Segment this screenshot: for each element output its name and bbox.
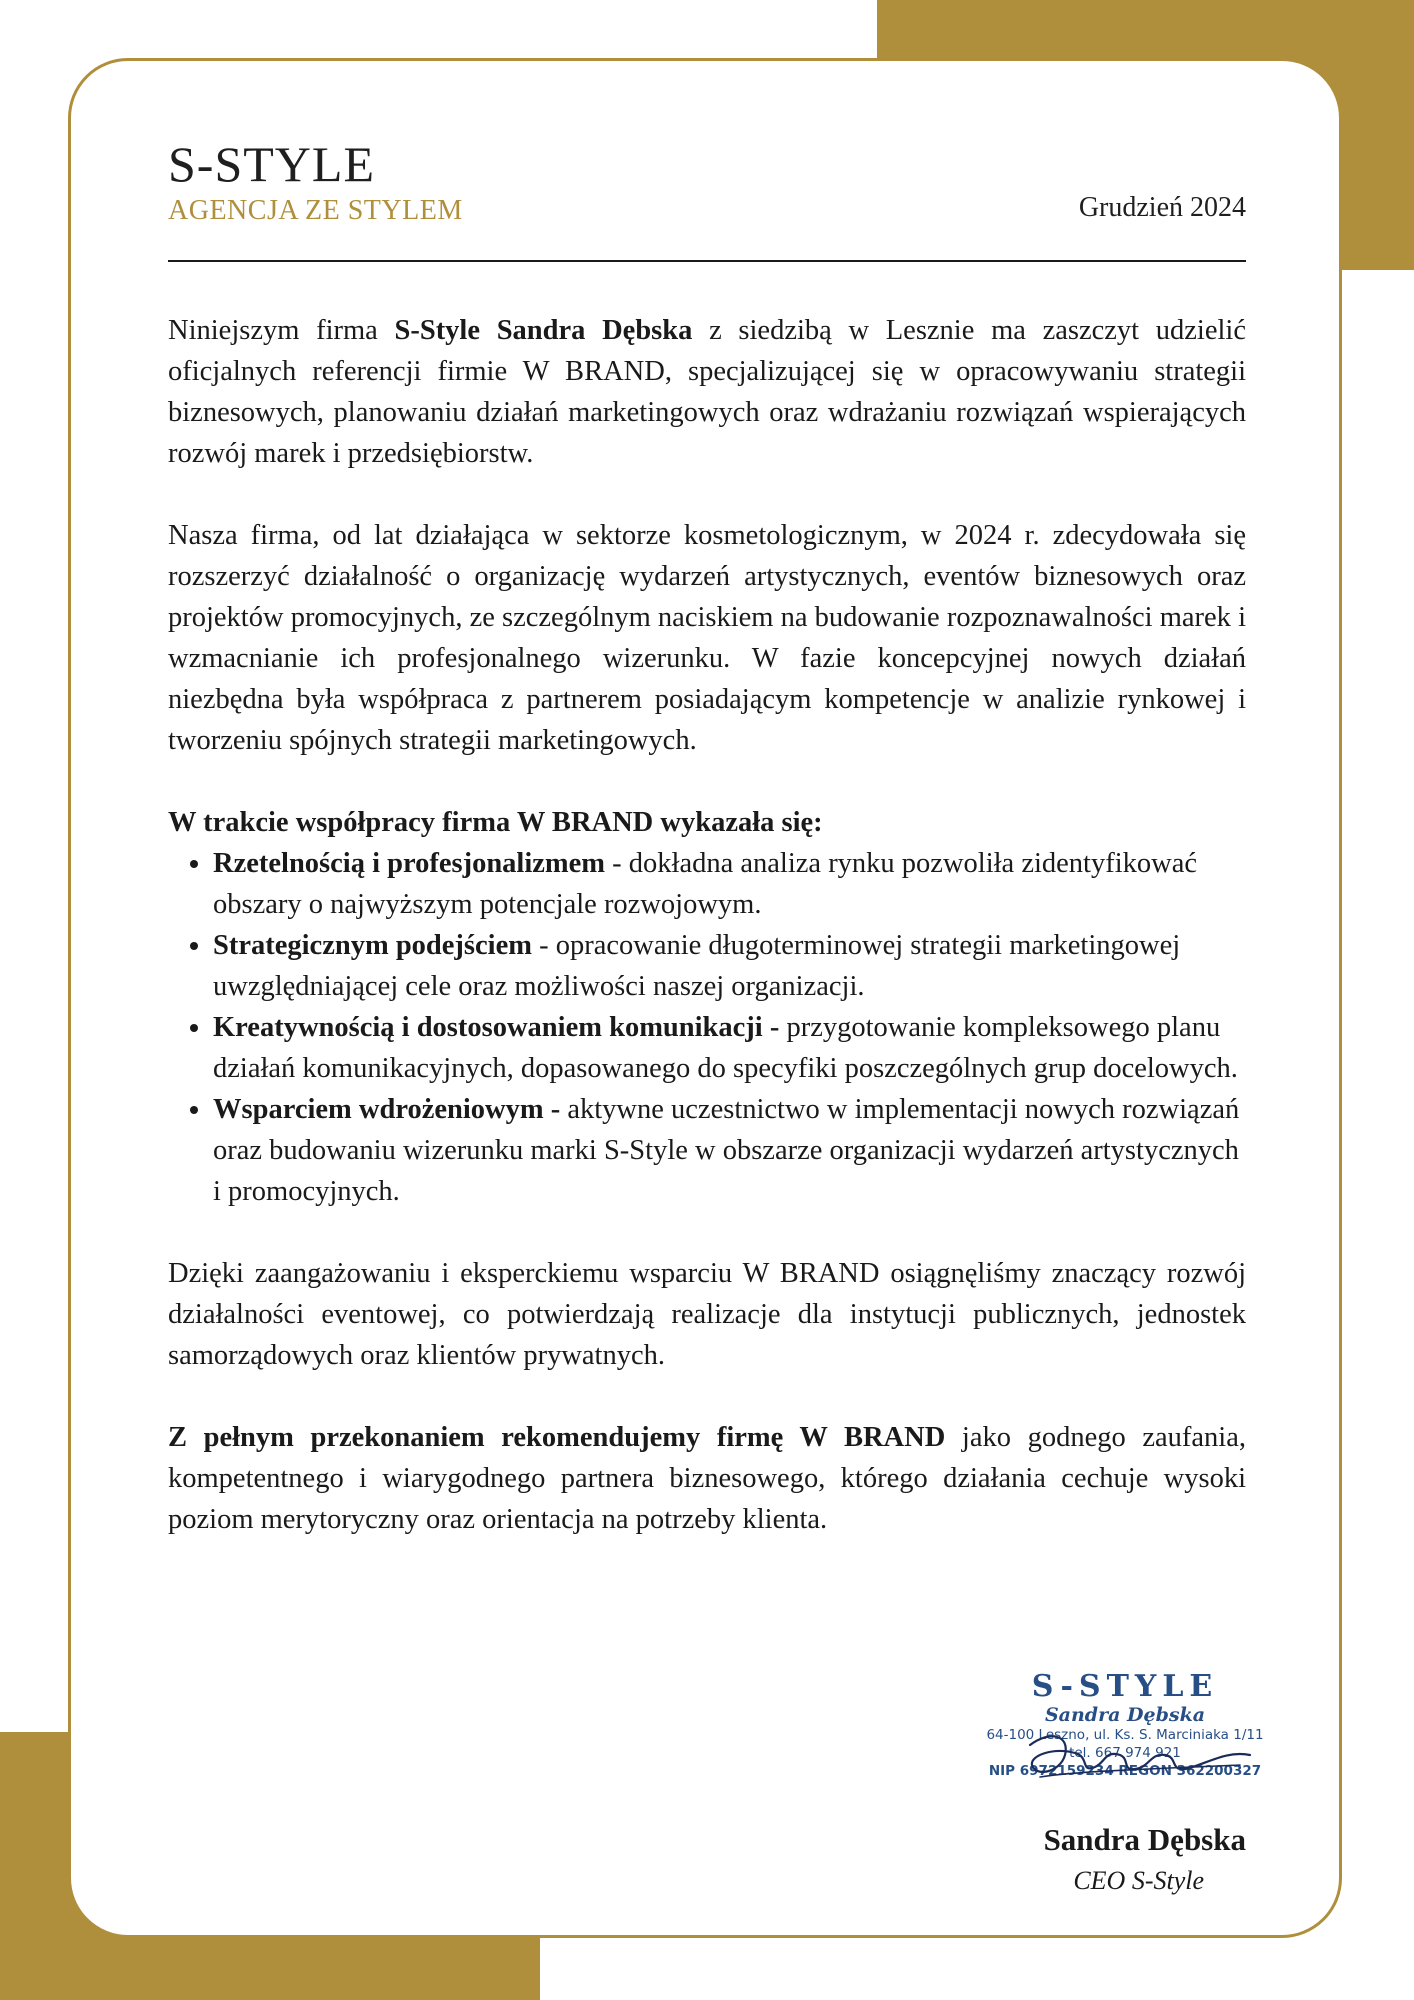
list-item [213,1007,1246,1089]
recommendation-bold: Z pełnym przekonaniem rekomendujemy firmę W BRAND [168,1422,946,1453]
intro-start: Niniejszym firma [168,315,395,346]
brand-tagline: AGENCJA ZE STYLEM [168,195,463,226]
list-item-title: Rzetelnością i profesjonalizmem [213,848,606,879]
list-item-title: Strategicznym podejściem [213,930,532,961]
list-item-title: Wsparciem wdrożeniowym - [213,1094,561,1125]
list-item-text: aktywne uczestnictwo w implementacji nowych rozwiązań oraz budowaniu wizerunku marki S-Style w obszarze organizacji wydarzeń artystycznych i promocyjnych. [213,1094,1240,1207]
paragraph-recommendation [168,1417,1246,1540]
header-divider [168,260,1246,262]
list-item-text: - dokładna analiza rynku pozwoliła zidentyfikować obszary o najwyższym potencjale rozwojowym. [213,848,1197,920]
stamp-phone: tel. 667 974 921 [1069,1745,1181,1761]
company-name: S-Style Sandra Dębska [394,315,693,346]
stamp-registration-ids: NIP 6972159234 REGON 362200327 [988,1763,1262,1779]
signer-role: CEO S-Style [1073,1866,1204,1895]
list-lead: W trakcie współpracy firma W BRAND wykazała się: [168,807,823,838]
list-item-title: Kreatywnością i dostosowaniem komunikacji - [213,1012,780,1043]
handwritten-signature [1010,1725,1270,1785]
paragraph-company-background: Nasza firma, od lat działająca w sektorze kosmetologicznym, w 2024 r. zdecydowała się rozszerzyć działalność o organizację wydarzeń artystycznych, eventów biznesowych oraz projektów promocyjnych, ze szczególnym naciskiem na budowanie rozpoznawalności marek i wzmacnianie ich profesjonalnego wizerunku. W fazie koncepcyjnej nowych działań niezbędna była współpraca z partnerem posiadającym kompetencje w analizie rynkowej i tworzeniu spójnych strategii marketingowych. [168,520,1246,756]
list-item [213,843,1246,925]
list-item [213,1089,1246,1212]
recommendation-rest: jako godnego zaufania, kompetentnego i wiarygodnego partnera biznesowego, którego działania cechuje wysoki poziom merytoryczny oraz orientacja na potrzeby klienta. [168,1422,1246,1535]
letter-body [168,310,1246,1540]
signer-name: Sandra Dębska [1043,1822,1246,1857]
stamp-owner-name: Sandra Dębska [1044,1704,1206,1726]
list-item [213,925,1246,1007]
stamp-address: 64-100 Leszno, ul. Ks. S. Marciniaka 1/11 [986,1727,1264,1743]
list-item-text: przygotowanie kompleksowego planu działań komunikacyjnych, dopasowanego do specyfiki poszczególnych grup docelowych. [213,1012,1238,1084]
stamp-title: S-STYLE [1031,1669,1219,1704]
qualities-list [168,843,1246,1212]
intro-rest: z siedzibą w Lesznie ma zaszczyt udzielić oficjalnych referencji firmie W BRAND, specjalizującej się w opracowywaniu strategii biznesowych, planowaniu działań marketingowych oraz wdrażaniu rozwiązań wspierających rozwój marek i przedsiębiorstw. [168,315,1246,469]
letter-date: Grudzień 2024 [1078,192,1246,223]
brand-name: S-STYLE [168,136,375,192]
list-item-text: - opracowanie długoterminowej strategii marketingowej uwzględniającej cele oraz możliwości naszej organizacji. [213,930,1181,1002]
paragraph-intro [168,310,1246,474]
paragraph-results: Dzięki zaangażowaniu i eksperckiemu wsparciu W BRAND osiągnęliśmy znaczący rozwój działalności eventowej, co potwierdzają realizacje dla instytucji publicznych, jednostek samorządowych oraz klientów prywatnych. [168,1258,1246,1371]
